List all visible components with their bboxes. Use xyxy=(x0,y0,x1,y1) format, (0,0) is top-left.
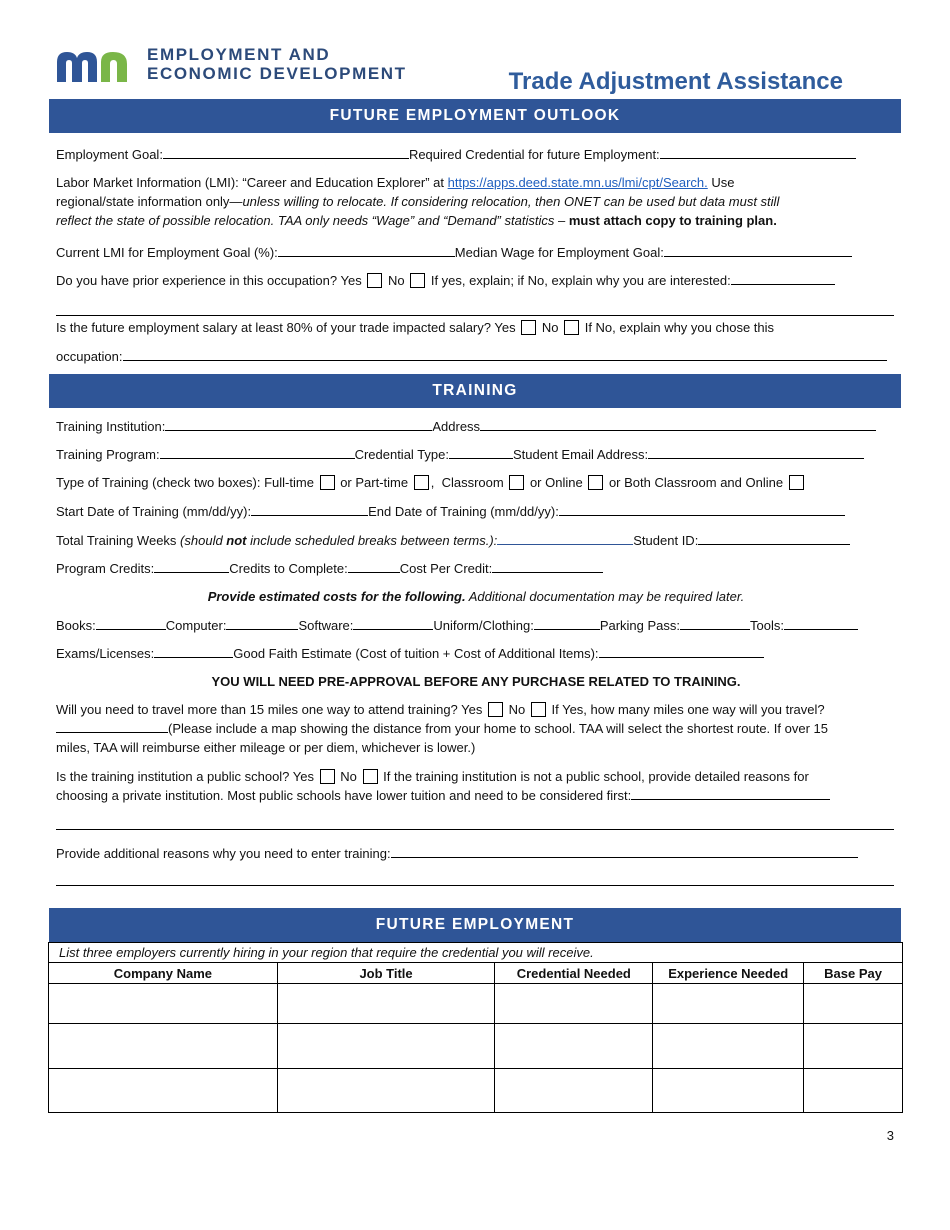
occupation-label: occupation: xyxy=(56,349,123,364)
part-time-checkbox[interactable] xyxy=(414,475,429,490)
online-checkbox[interactable] xyxy=(588,475,603,490)
lmi-text: Labor Market Information (LMI): “Career and Education Explorer” at xyxy=(56,175,448,190)
salary-explain-label: If No, explain why you chose this xyxy=(584,320,775,335)
travel-miles-label: If Yes, how many miles one way will you travel? xyxy=(551,702,825,717)
additional-reasons-row xyxy=(56,844,896,863)
table-cell[interactable] xyxy=(653,1024,804,1069)
travel-yes-checkbox[interactable] xyxy=(488,702,503,717)
prior-experience-explain-field[interactable] xyxy=(731,271,835,285)
training-weeks-note-2: include scheduled breaks between terms.): xyxy=(246,533,498,548)
org-line-1: EMPLOYMENT AND xyxy=(147,45,331,64)
start-date-field[interactable] xyxy=(251,502,368,516)
public-school-question: Is the training institution a public school? Yes xyxy=(56,769,315,784)
software-field[interactable] xyxy=(353,616,433,630)
good-faith-label: Good Faith Estimate (Cost of tuition + Cost of Additional Items): xyxy=(233,646,599,661)
public-no-label: No xyxy=(340,769,357,784)
table-cell[interactable] xyxy=(277,984,495,1024)
column-header: Company Name xyxy=(49,963,278,984)
table-cell[interactable] xyxy=(277,1069,495,1113)
books-label: Books: xyxy=(56,618,96,633)
employers-table xyxy=(48,942,903,1113)
training-weeks-not: not xyxy=(226,533,247,548)
uniform-field[interactable] xyxy=(534,616,600,630)
end-date-label: End Date of Training (mm/dd/yy): xyxy=(368,504,559,519)
exams-label: Exams/Licenses: xyxy=(56,646,155,661)
credits-row xyxy=(56,559,896,578)
document-title: Trade Adjustment Assistance xyxy=(508,68,843,95)
table-cell[interactable] xyxy=(804,1069,903,1113)
current-lmi-field[interactable] xyxy=(278,243,455,257)
prior-experience-question: Do you have prior experience in this occupation? Yes xyxy=(56,273,362,288)
training-weeks-note-1: (should xyxy=(180,533,227,548)
travel-question: Will you need to travel more than 15 miles one way to attend training? Yes xyxy=(56,702,483,717)
current-lmi-label: Current LMI for Employment Goal (%): xyxy=(56,245,278,260)
travel-block xyxy=(56,700,896,757)
table-cell[interactable] xyxy=(495,1069,653,1113)
good-faith-field[interactable] xyxy=(599,644,764,658)
lmi-wage-row xyxy=(56,243,896,262)
student-id-label: Student ID: xyxy=(633,533,699,548)
both-label: or Both Classroom and Online xyxy=(608,475,784,490)
lmi-use-text: Use xyxy=(707,175,735,190)
estimate-note-bold: Provide estimated costs for the following. xyxy=(207,589,466,604)
median-wage-field[interactable] xyxy=(664,243,852,257)
median-wage-label: Median Wage for Employment Goal: xyxy=(454,245,664,260)
lmi-dash: – xyxy=(554,213,569,228)
student-email-field[interactable] xyxy=(648,445,864,459)
public-school-block xyxy=(56,767,896,805)
required-credential-field[interactable] xyxy=(660,145,856,159)
both-checkbox[interactable] xyxy=(789,475,804,490)
credential-type-field[interactable] xyxy=(449,445,513,459)
full-time-checkbox[interactable] xyxy=(320,475,335,490)
cost-per-credit-field[interactable] xyxy=(492,559,603,573)
prior-experience-yes-checkbox[interactable] xyxy=(367,273,382,288)
preapproval-notice: YOU WILL NEED PRE-APPROVAL BEFORE ANY PURCHASE RELATED TO TRAINING. xyxy=(211,674,741,689)
travel-note-2: miles, TAA will reimburse either mileage or per diem, whichever is lower.) xyxy=(56,740,476,755)
start-date-label: Start Date of Training (mm/dd/yy): xyxy=(56,504,252,519)
institution-field[interactable] xyxy=(165,417,432,431)
table-cell[interactable] xyxy=(804,984,903,1024)
training-weeks-field[interactable] xyxy=(497,531,633,545)
address-label: Address xyxy=(432,419,481,434)
credits-to-complete-label: Credits to Complete: xyxy=(229,561,348,576)
mn-logo-icon xyxy=(55,48,137,84)
prior-experience-explain-label: If yes, explain; if No, explain why you are interested: xyxy=(430,273,731,288)
table-cell[interactable] xyxy=(277,1024,495,1069)
occupation-row xyxy=(56,347,896,366)
public-school-explain: If the training institution is not a public school, provide detailed reasons for xyxy=(383,769,809,784)
public-school-line-2: choosing a private institution. Most public schools have lower tuition and need to be considered first: xyxy=(56,788,632,803)
program-field[interactable] xyxy=(160,445,355,459)
classroom-label: Classroom xyxy=(441,475,504,490)
table-cell[interactable] xyxy=(653,984,804,1024)
section-header-outlook: FUTURE EMPLOYMENT OUTLOOK xyxy=(49,99,901,133)
table-row xyxy=(49,1024,903,1069)
program-label: Training Program: xyxy=(56,447,160,462)
exams-field[interactable] xyxy=(154,644,233,658)
program-row xyxy=(56,445,896,464)
computer-field[interactable] xyxy=(226,616,298,630)
prior-experience-no-label: No xyxy=(387,273,405,288)
employers-note: List three employers currently hiring in your region that require the credential you will receive. xyxy=(49,943,903,963)
parking-field[interactable] xyxy=(680,616,750,630)
additional-reasons-field[interactable] xyxy=(391,844,858,858)
table-row xyxy=(49,984,903,1024)
training-type-row: Type of Training (check two boxes): Full-time or Part-time , Classroom or Online or Both Classroom and Online xyxy=(56,474,896,492)
lmi-link[interactable]: https://apps.deed.state.mn.us/lmi/cpt/Search. xyxy=(447,175,708,190)
exams-row xyxy=(56,644,896,663)
travel-miles-field[interactable] xyxy=(56,719,168,733)
required-credential-label: Required Credential for future Employment: xyxy=(408,147,660,162)
section-header-future-employment: FUTURE EMPLOYMENT xyxy=(49,908,901,942)
employment-goal-label: Employment Goal: xyxy=(56,147,163,162)
column-header: Job Title xyxy=(277,963,495,984)
training-weeks-label: Total Training Weeks xyxy=(56,533,181,548)
lmi-paragraph xyxy=(56,173,896,230)
salary-row xyxy=(56,319,896,337)
employers-header-row xyxy=(49,963,903,984)
student-email-label: Student Email Address: xyxy=(513,447,649,462)
part-time-label: or Part-time xyxy=(340,475,409,490)
table-cell[interactable] xyxy=(49,1069,278,1113)
books-field[interactable] xyxy=(96,616,166,630)
org-line-2: ECONOMIC DEVELOPMENT xyxy=(147,64,407,83)
lmi-line3-italic: reflect the state of possible relocation. TAA only needs “Wage” and “Demand” statistics xyxy=(56,213,555,228)
weeks-row xyxy=(56,531,896,550)
employment-goal-row xyxy=(56,145,896,164)
employment-goal-field[interactable] xyxy=(163,145,409,159)
prior-experience-explain-line[interactable] xyxy=(56,315,894,316)
dates-row xyxy=(56,502,896,521)
column-header: Experience Needed xyxy=(653,963,804,984)
section-header-training: TRAINING xyxy=(49,374,901,408)
page-header xyxy=(55,40,905,98)
institution-row xyxy=(56,417,896,436)
salary-question: Is the future employment salary at least 80% of your trade impacted salary? Yes xyxy=(56,320,516,335)
computer-label: Computer: xyxy=(165,618,227,633)
uniform-label: Uniform/Clothing: xyxy=(433,618,534,633)
table-cell[interactable] xyxy=(653,1069,804,1113)
tools-label: Tools: xyxy=(750,618,784,633)
address-field[interactable] xyxy=(480,417,876,431)
org-name xyxy=(147,45,407,83)
travel-no-label: No xyxy=(508,702,526,717)
prior-experience-row xyxy=(56,271,896,290)
end-date-field[interactable] xyxy=(559,502,845,516)
online-label: or Online xyxy=(529,475,583,490)
tools-field[interactable] xyxy=(784,616,858,630)
lmi-line2-text: regional/state information only— xyxy=(56,194,243,209)
credits-to-complete-field[interactable] xyxy=(348,559,400,573)
program-credits-field[interactable] xyxy=(154,559,229,573)
student-id-field[interactable] xyxy=(698,531,850,545)
software-label: Software: xyxy=(298,618,354,633)
estimate-note-italic: Additional documentation may be required later. xyxy=(465,589,745,604)
page-number: 3 xyxy=(886,1128,894,1143)
cost-per-credit-label: Cost Per Credit: xyxy=(399,561,493,576)
table-cell[interactable] xyxy=(49,1024,278,1069)
column-header: Credential Needed xyxy=(495,963,653,984)
public-yes-checkbox[interactable] xyxy=(320,769,335,784)
estimate-note xyxy=(56,588,896,606)
table-cell[interactable] xyxy=(495,984,653,1024)
private-reasons-field[interactable] xyxy=(631,786,830,800)
salary-yes-checkbox[interactable] xyxy=(521,320,536,335)
parking-label: Parking Pass: xyxy=(599,618,681,633)
public-no-checkbox[interactable] xyxy=(363,769,378,784)
table-row xyxy=(49,1069,903,1113)
table-cell[interactable] xyxy=(49,984,278,1024)
training-type-label: Type of Training (check two boxes): Full-time xyxy=(56,475,314,490)
salary-no-label: No xyxy=(541,320,559,335)
lmi-line2-italic: unless willing to relocate. If considering relocation, then ONET can be used but data must still xyxy=(242,194,780,209)
private-reasons-line[interactable] xyxy=(56,829,894,830)
costs-row xyxy=(56,616,896,635)
additional-reasons-label: Provide additional reasons why you need to enter training: xyxy=(56,846,391,861)
lmi-attach-note: must attach copy to training plan. xyxy=(568,213,777,228)
occupation-field[interactable] xyxy=(123,347,887,361)
classroom-checkbox[interactable] xyxy=(509,475,524,490)
credential-type-label: Credential Type: xyxy=(354,447,449,462)
travel-no-checkbox[interactable] xyxy=(531,702,546,717)
program-credits-label: Program Credits: xyxy=(56,561,155,576)
institution-label: Training Institution: xyxy=(56,419,166,434)
travel-note-1: (Please include a map showing the distance from your home to school. TAA will select the shortest route. If over 15 xyxy=(168,721,828,736)
table-cell[interactable] xyxy=(495,1024,653,1069)
prior-experience-no-checkbox[interactable] xyxy=(410,273,425,288)
additional-reasons-line[interactable] xyxy=(56,885,894,886)
table-cell[interactable] xyxy=(804,1024,903,1069)
salary-no-checkbox[interactable] xyxy=(564,320,579,335)
column-header: Base Pay xyxy=(804,963,903,984)
